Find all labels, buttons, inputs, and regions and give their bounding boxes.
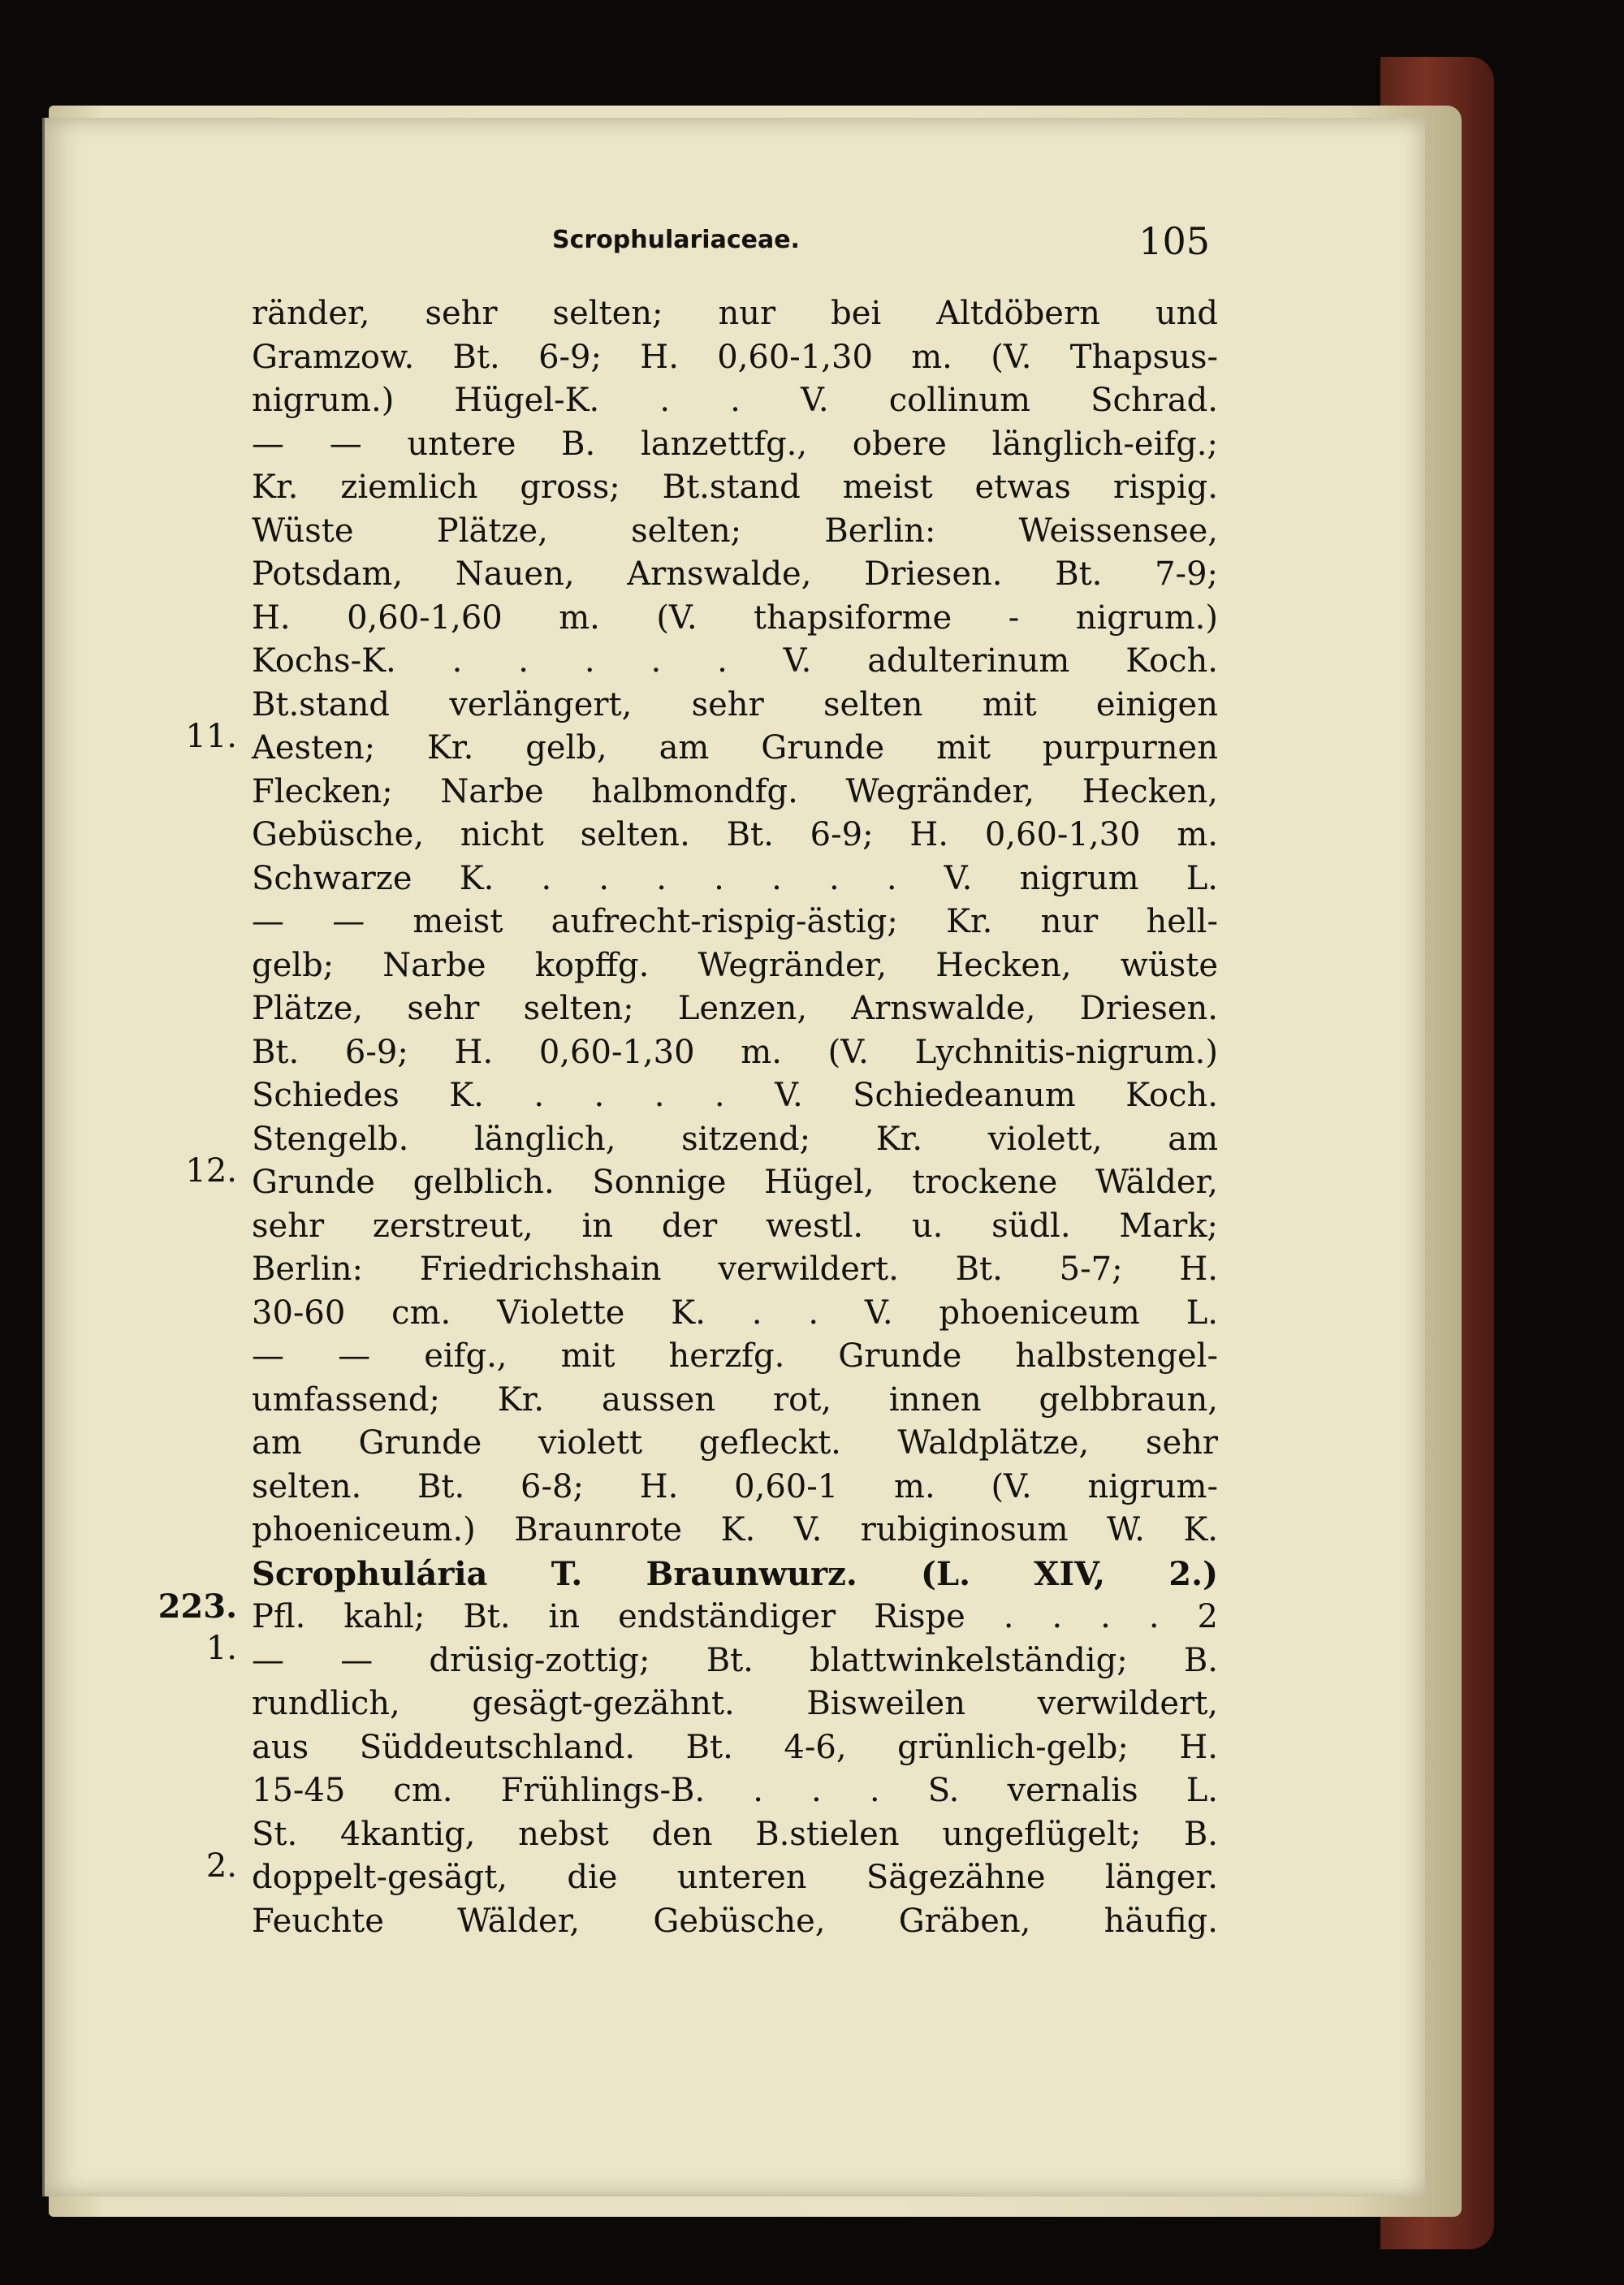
text-line <box>252 857 1218 901</box>
text-line <box>252 1682 1218 1726</box>
text-line <box>252 597 1218 641</box>
entry-number: 223. <box>158 1587 237 1626</box>
line-text: aus Süddeutschland. Bt. 4-6, grünlich-gelb; H. <box>252 1728 1218 1766</box>
text-line <box>252 1769 1218 1813</box>
line-text: phoeniceum.) Braunrote K. V. rubiginosum W. K. <box>252 1511 1218 1549</box>
text-line <box>252 1292 1218 1336</box>
line-text: Schwarze K. . . . . . . . V. nigrum L. <box>252 859 1218 897</box>
line-text: Gebüsche, nicht selten. Bt. 6-9; H. 0,60-1,30 m. <box>252 816 1218 853</box>
line-text: Kr. ziemlich gross; Bt.stand meist etwas rispig. <box>252 469 1218 506</box>
text-line <box>252 292 1218 336</box>
entry-number: 12. <box>185 1151 237 1190</box>
text-line <box>252 1639 1218 1683</box>
line-text: — — drüsig-zottig; Bt. blattwinkelständig; B. <box>252 1641 1218 1679</box>
text-line <box>252 1335 1218 1379</box>
text-line <box>252 771 1218 814</box>
text-line <box>252 987 1218 1031</box>
line-text: am Grunde violett gefleckt. Waldplätze, sehr <box>252 1424 1218 1462</box>
body-text <box>158 292 1218 1943</box>
text-line <box>252 1074 1218 1118</box>
text-line <box>252 423 1218 467</box>
line-text: nigrum.) Hügel-K. . . V. collinum Schrad. <box>252 382 1218 419</box>
line-text: Bt. 6-9; H. 0,60-1,30 m. (V. Lychnitis-nigrum.) <box>252 1033 1218 1071</box>
line-text: Stengelb. länglich, sitzend; Kr. violett, am <box>252 1120 1218 1158</box>
line-text: sehr zerstreut, in der westl. u. südl. Mark; <box>252 1207 1218 1245</box>
line-text: Aesten; Kr. gelb, am Grunde mit purpurnen <box>252 729 1218 767</box>
text-line <box>252 814 1218 857</box>
line-text: Bt.stand verlängert, sehr selten mit einigen <box>252 685 1218 724</box>
text-line <box>252 1031 1218 1075</box>
line-text: rundlich, gesägt-gezähnt. Bisweilen verwildert, <box>252 1685 1218 1722</box>
running-head <box>260 219 1210 268</box>
line-text: umfassend; Kr. aussen rot, innen gelbbraun, <box>252 1380 1218 1419</box>
line-text: Flecken; Narbe halbmondfg. Wegränder, Hecken, <box>252 772 1218 810</box>
line-text: 15-45 cm. Frühlings-B. . . . S. vernalis L. <box>252 1772 1218 1809</box>
line-text: — — eifg., mit herzfg. Grunde halbstengel- <box>252 1337 1218 1375</box>
text-line <box>252 1248 1218 1292</box>
line-text: Grunde gelblich. Sonnige Hügel, trockene Wälder, <box>252 1164 1218 1201</box>
line-text: ränder, sehr selten; nur bei Altdöbern und <box>252 295 1218 332</box>
line-text: gelb; Narbe kopffg. Wegränder, Hecken, wüste <box>252 946 1218 984</box>
text-line <box>252 727 1218 771</box>
line-text: Wüste Plätze, selten; Berlin: Weissensee, <box>252 512 1218 550</box>
text-line <box>252 1900 1218 1944</box>
line-text: 30-60 cm. Violette K. . . V. phoeniceum L. <box>252 1294 1218 1332</box>
line-text: doppelt-gesägt, die unteren Sägezähne länger. <box>252 1859 1218 1896</box>
text-line <box>252 1726 1218 1770</box>
text-line <box>252 1205 1218 1249</box>
text-line <box>252 1161 1218 1205</box>
text-line <box>252 379 1218 423</box>
page-number: 105 <box>1138 219 1210 263</box>
text-line <box>252 944 1218 988</box>
line-text: H. 0,60-1,60 m. (V. thapsiforme - nigrum.) <box>252 598 1218 637</box>
text-line <box>252 466 1218 510</box>
line-text: — — meist aufrecht-rispig-ästig; Kr. nur hell- <box>252 903 1218 940</box>
line-text: Feuchte Wälder, Gebüsche, Gräben, häufig. <box>252 1902 1218 1940</box>
line-text: Scrophulária T. Braunwurz. (L. XIV, 2.) <box>252 1554 1218 1593</box>
text-line <box>252 901 1218 944</box>
text-line <box>252 1466 1218 1510</box>
text-line <box>252 1422 1218 1466</box>
line-text: Plätze, sehr selten; Lenzen, Arnswalde, Driesen. <box>252 990 1218 1027</box>
text-line <box>252 1379 1218 1423</box>
line-text: Schiedes K. . . . . V. Schiedeanum Koch. <box>252 1077 1218 1114</box>
text-line <box>252 1509 1218 1553</box>
line-text: Kochs-K. . . . . . V. adulterinum Koch. <box>252 642 1218 680</box>
text-line <box>252 640 1218 684</box>
text-line <box>252 553 1218 597</box>
entry-number: 11. <box>185 717 237 755</box>
section-title: Scrophulariaceae. <box>552 226 800 254</box>
line-text: — — untere B. lanzettfg., obere länglich-eifg.; <box>252 425 1218 463</box>
text-line <box>252 336 1218 380</box>
line-text: selten. Bt. 6-8; H. 0,60-1 m. (V. nigrum- <box>252 1467 1218 1505</box>
line-text: Gramzow. Bt. 6-9; H. 0,60-1,30 m. (V. Thapsus- <box>252 338 1218 376</box>
line-text: Berlin: Friedrichshain verwildert. Bt. 5-7; H. <box>252 1250 1218 1288</box>
text-line <box>252 510 1218 554</box>
line-text: Pfl. kahl; Bt. in endständiger Rispe . . . . 2 <box>252 1598 1218 1635</box>
entry-number: 2. <box>205 1847 237 1885</box>
line-text: Potsdam, Nauen, Arnswalde, Driesen. Bt. 7-9; <box>252 555 1218 593</box>
line-text: St. 4kantig, nebst den B.stielen ungeflügelt; B. <box>252 1815 1218 1853</box>
entry-number: 1. <box>205 1630 237 1667</box>
text-line <box>252 1856 1218 1900</box>
